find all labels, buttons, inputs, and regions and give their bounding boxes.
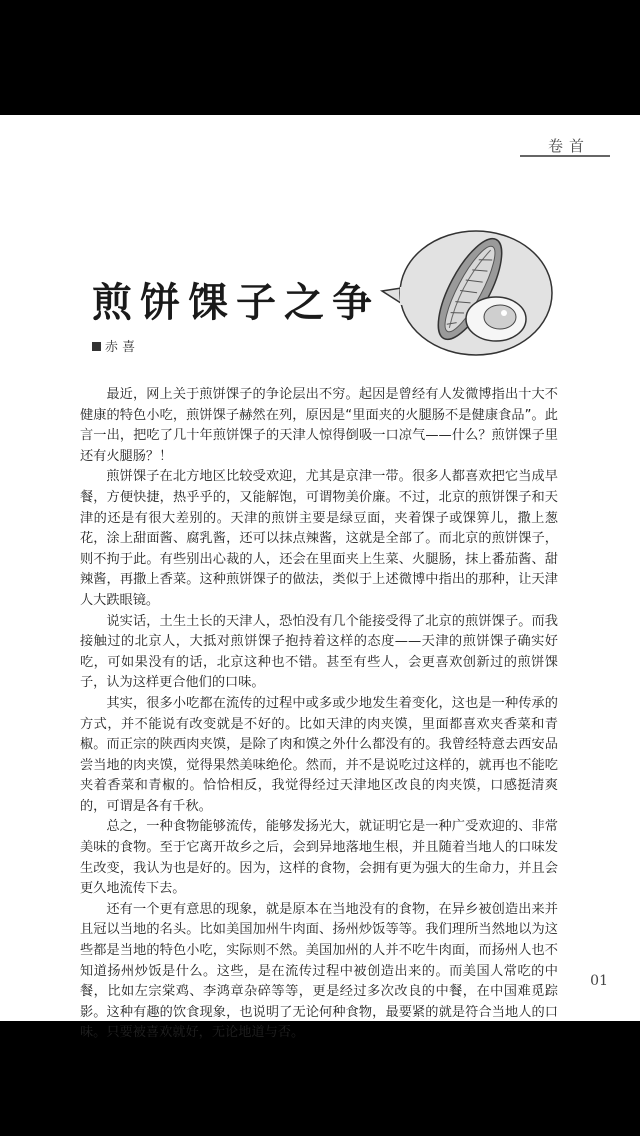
paragraph: 说实话，土生土长的天津人，恐怕没有几个能接受得了北京的煎饼馃子。而我接触过的北京人，大抵对煎饼馃子抱持着这样的态度——天津的煎饼馃子确实好吃，可如果没有的话，北京这种也不错。甚至有些人，会更喜欢创新过的煎饼馃子，认为这样更合他们的口味。 (80, 613, 558, 691)
paragraph: 其实，很多小吃都在流传的过程中或多或少地发生着变化，这也是一种传承的方式，并不能说有改变就是不好的。比如天津的肉夹馍，里面都喜欢夹香菜和青椒。而正宗的陕西肉夹馍，是除了肉和馍之外什么都没有的。我曾经特意去西安品尝当地的肉夹馍，觉得果然美味绝伦。然而，并不是说吃过这样的，就再也不能吃夹着香菜和青椒的。恰恰相反，我觉得经过天津地区改良的肉夹馍，口感挺清爽的，可谓是各有千秋。 (80, 695, 558, 814)
header-divider (520, 155, 610, 157)
paragraph: 总之，一种食物能够流传，能够发扬光大，就证明它是一种广受欢迎的、非常美味的食物。至于它离开故乡之后，会到异地落地生根，并且随着当地人的口味发生改变，我认为也是好的。因为，这样的食物，会拥有更为强大的生命力，并且会更久地流传下去。 (80, 819, 558, 897)
paragraph: 煎饼馃子在北方地区比较受欢迎，尤其是京津一带。很多人都喜欢把它当成早餐，方便快捷，热乎乎的，又能解饱，可谓物美价廉。不过，北京的煎饼馃子和天津的还是有很大差别的。天津的煎饼主要是绿豆面，夹着馃子或馃箅儿，撒上葱花，涂上甜面酱、腐乳酱，还可以抹点辣酱，这就是全部了。而北京的煎饼馃子，则不拘于此。有些别出心裁的人，还会在里面夹上生菜、火腿肠，抹上番茄酱、甜辣酱，再撒上香菜。这种煎饼馃子的做法，类似于上述微博中指出的那种，让天津人大跌眼镜。 (80, 469, 558, 608)
book-page (0, 115, 640, 1041)
article-body (80, 385, 558, 1044)
page-number: 01 (590, 973, 608, 989)
paragraph: 还有一个更有意思的现象，就是原本在当地没有的食物，在异乡被创造出来并且冠以当地的名头。比如美国加州牛肉面、扬州炒饭等等。我们理所当然地以为这些都是当地的特色小吃，实际则不然。美国加州的人并不吃牛肉面，而扬州人也不知道扬州炒饭是什么。这些，是在流传过程中被创造出来的。而美国人常吃的中餐，比如左宗棠鸡、李鸿章杂碎等等，更是经过多次改良的中餐，在中国难觅踪影。这种有趣的饮食现象，也说明了无论何种食物，最要紧的就是符合当地人的口味。只要被喜欢就好，无论地道与否。 (80, 901, 558, 1041)
paragraph: 最近，网上关于煎饼馃子的争论层出不穷。起因是曾经有人发微博指出十大不健康的特色小吃，煎饼馃子赫然在列，原因是“里面夹的火腿肠不是健康食品”。此言一出，把吃了几十年煎饼馃子的天津人惊得倒吸一口凉气——什么？煎饼馃子里还有火腿肠？！ (80, 387, 558, 464)
jianbing-illustration (378, 227, 554, 359)
bullet-square-icon (92, 342, 101, 351)
section-label: 卷首 (547, 137, 590, 155)
author-name: 赤 喜 (105, 340, 136, 355)
author-line (92, 336, 135, 355)
article-title: 煎饼馃子之争 (92, 279, 380, 326)
